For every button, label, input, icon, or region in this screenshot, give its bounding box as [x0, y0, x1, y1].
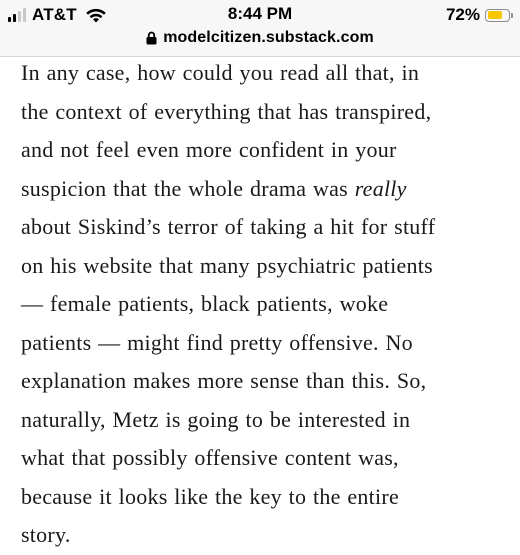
article-line: story. [21, 522, 71, 547]
article-body [0, 56, 520, 547]
clock: 8:44 PM [227, 4, 293, 23]
address-bar[interactable] [0, 27, 520, 49]
article-line: explanation makes more sense than this. So, [21, 368, 427, 393]
carrier-name: AT&T [32, 5, 77, 24]
article-line: naturally, Metz is going to be interested in [21, 406, 411, 432]
article-line: because it looks like the key to the entire [21, 483, 399, 509]
article-line: about Siskind’s terror of taking a hit for stuff [21, 214, 436, 239]
article-line-text: suspicion that the whole drama was [21, 175, 355, 201]
article-line: and not feel even more confident in your [21, 137, 397, 162]
emphasis-text: really [354, 175, 407, 201]
article-line: on his website that many psychiatric patients [21, 252, 433, 278]
battery-percent: 72% [445, 5, 480, 24]
article-line: In any case, how could you read all that, in [21, 60, 420, 85]
battery-fill [488, 11, 502, 19]
status-right [446, 4, 510, 26]
article-line [21, 170, 513, 209]
article-line: what that possibly offensive content was, [21, 445, 399, 470]
article-paragraph [21, 54, 513, 555]
url-text[interactable]: modelcitizen.substack.com [163, 29, 374, 46]
article-line: the context of everything that has transpired, [21, 98, 432, 124]
battery-icon [485, 9, 510, 22]
status-bar [0, 0, 520, 57]
article-line: — female patients, black patients, woke [21, 291, 389, 316]
article-line: patients — might find pretty offensive. No [21, 329, 413, 355]
lock-icon [146, 31, 157, 45]
